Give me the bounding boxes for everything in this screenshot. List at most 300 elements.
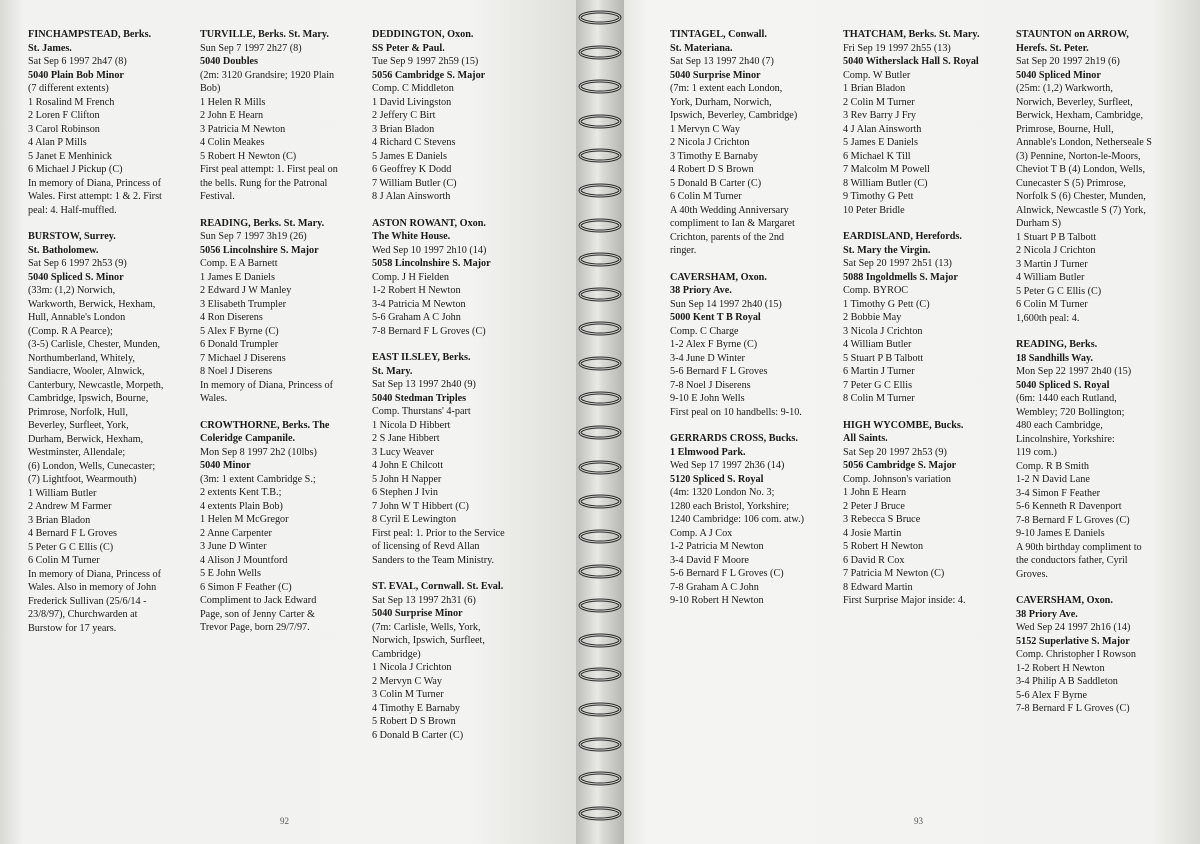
peal-detail-line: Hull, Annable's London <box>28 312 126 323</box>
peal-detail-line: 1-2 Robert H Newton <box>372 285 461 296</box>
peal-detail-line: 5 Robert H Newton <box>843 541 924 552</box>
peal-entry <box>372 217 552 339</box>
peal-detail-line: 3-4 Simon F Feather <box>1016 487 1101 499</box>
peal-detail-line: 3 Brian Bladon <box>372 123 435 135</box>
peal-date: Wed Sep 24 1997 2h16 (14) <box>1016 622 1131 633</box>
peal-detail-line: 6 Colin M Turner <box>670 191 742 202</box>
peal-detail-line: 2 Peter J Bruce <box>843 500 905 512</box>
peal-detail-line: 2 Loren F Clifton <box>28 110 100 121</box>
peal-detail-line: (3-5) Carlisle, Chester, Munden, <box>28 339 160 350</box>
peal-method: 5056 Cambridge S. Major <box>843 460 957 471</box>
peal-detail-line: Compliment to Jack Edward <box>200 595 317 606</box>
peal-heading: 38 Priory Ave. <box>670 285 732 296</box>
peal-method: 5000 Kent T B Royal <box>670 312 761 323</box>
peal-detail-line: A 40th Wedding Anniversary <box>670 204 789 216</box>
peal-detail-line: 2 Nicola J Crichton <box>1016 245 1096 256</box>
spiral-ring <box>578 218 622 233</box>
peal-detail-line: Norfolk S (6) Chester, Munden, <box>1016 191 1146 202</box>
peal-detail-line: Cheviot T B (4) London, Wells, <box>1016 164 1146 175</box>
peal-detail-line: 7-8 Graham A C John <box>670 581 759 593</box>
page-number-left: 92 <box>280 816 289 826</box>
peal-detail-line: Page, son of Jenny Carter & <box>200 608 315 620</box>
peal-heading: FINCHAMPSTEAD, Berks. <box>28 29 152 40</box>
peal-date: Sat Sep 20 1997 2h53 (9) <box>843 446 947 458</box>
spiral-ring <box>578 79 622 94</box>
peal-detail-line: 5 Robert D S Brown <box>372 716 456 727</box>
peal-heading: READING, Berks. <box>1016 339 1098 350</box>
peal-detail-line: 119 com.) <box>1016 447 1057 458</box>
peal-method: 5040 Surprise Minor <box>670 69 761 81</box>
right-column-3 <box>1016 28 1196 716</box>
peal-heading: DEDDINGTON, Oxon. <box>372 29 474 40</box>
peal-heading: STAUNTON on ARROW, <box>1016 29 1129 40</box>
peal-detail-line: 1 John E Hearn <box>843 487 907 498</box>
right-column-1 <box>670 28 840 608</box>
spiral-ring <box>578 356 622 371</box>
peal-entry <box>372 28 552 204</box>
peal-detail-line: 5 John H Napper <box>372 473 442 485</box>
peal-date: Wed Sep 10 1997 2h10 (14) <box>372 244 487 256</box>
peal-date: Tue Sep 9 1997 2h59 (15) <box>372 56 479 67</box>
peal-heading: GERRARDS CROSS, Bucks. <box>670 433 798 444</box>
peal-detail-line: First peal: 1. Prior to the Service <box>372 527 505 539</box>
peal-detail-line: Lincolnshire, Yorkshire: <box>1016 433 1115 445</box>
peal-detail-line: Norwich, Ipswich, Surfleet, <box>372 635 485 646</box>
peal-detail-line: 5 Peter G C Ellis (C) <box>28 541 114 553</box>
peal-detail-line: 6 Michael J Pickup (C) <box>28 164 123 175</box>
peal-detail-line: 5 Peter G C Ellis (C) <box>1016 285 1102 297</box>
peal-detail-line: 2 extents Kent T.B.; <box>200 487 282 498</box>
peal-detail-line: 1 William Butler <box>28 487 97 499</box>
spiral-ring <box>578 45 622 60</box>
peal-detail-line: 7-8 Bernard F L Groves (C) <box>1016 703 1130 714</box>
peal-detail-line: Norwich, Beverley, Surfleet, <box>1016 96 1133 108</box>
peal-detail-line: York, Durham, Norwich, <box>670 96 772 108</box>
peal-detail-line: compliment to Ian & Margaret <box>670 218 795 229</box>
peal-detail-line: 5-6 Bernard F L Groves (C) <box>670 568 784 579</box>
left-column-2 <box>200 28 370 635</box>
peal-detail-line: 8 Edward Martin <box>843 581 913 593</box>
peal-date: Sat Sep 20 1997 2h19 (6) <box>1016 56 1120 67</box>
spiral-ring <box>578 667 622 682</box>
peal-method: 5056 Lincolnshire S. Major <box>200 244 319 256</box>
peal-detail-line: Warkworth, Berwick, Hexham, <box>28 298 156 310</box>
peal-detail-line: 4 William Butler <box>843 339 912 350</box>
spiral-ring <box>578 287 622 302</box>
peal-date: Sun Sep 14 1997 2h40 (15) <box>670 298 782 310</box>
peal-detail-line: 6 Donald Trumpler <box>200 339 279 350</box>
peal-detail-line: 7-8 Noel J Diserens <box>670 379 751 391</box>
spiral-ring <box>578 633 622 648</box>
peal-detail-line: Ipswich, Beverley, Cambridge) <box>670 110 798 121</box>
peal-detail-line: Northumberland, Whitely, <box>28 352 135 364</box>
peal-detail-line: 3 Martin J Turner <box>1016 258 1088 270</box>
peal-detail-line: 3 Colin M Turner <box>372 689 444 700</box>
peal-entry <box>1016 28 1196 325</box>
peal-detail-line: Wales. <box>200 393 228 404</box>
peal-detail-line: 4 Timothy E Barnaby <box>372 702 461 714</box>
peal-detail-line: Frederick Sullivan (25/6/14 - <box>28 595 147 607</box>
peal-heading: CROWTHORNE, Berks. The <box>200 419 330 431</box>
peal-detail-line: 1 Helen M McGregor <box>200 514 289 525</box>
peal-date: Sat Sep 6 1997 2h53 (9) <box>28 258 127 269</box>
spiral-ring <box>578 564 622 579</box>
peal-detail-line: 2 Jeffery C Birt <box>372 110 436 121</box>
peal-detail-line: (4m: 1320 London No. 3; <box>670 487 775 498</box>
peal-detail-line: Groves. <box>1016 568 1048 580</box>
peal-detail-line: 2 Colin M Turner <box>843 96 915 108</box>
peal-detail-line: 7 Peter G C Ellis <box>843 379 913 391</box>
peal-date: Sun Sep 7 1997 2h27 (8) <box>200 42 302 54</box>
peal-entry <box>200 217 370 406</box>
peal-detail-line: (2m: 3120 Grandsire; 1920 Plain <box>200 69 335 81</box>
peal-detail-line: 3 Patricia M Newton <box>200 123 286 135</box>
peal-detail-line: 2 Nicola J Crichton <box>670 137 750 148</box>
peal-entry <box>200 28 370 204</box>
spiral-binding <box>576 0 624 844</box>
peal-detail-line: 1 Rosalind M French <box>28 96 115 108</box>
peal-detail-line: 3 Elisabeth Trumpler <box>200 298 287 310</box>
peal-date: Sat Sep 13 1997 2h40 (9) <box>372 379 476 390</box>
peal-heading: 38 Priory Ave. <box>1016 608 1078 620</box>
peal-method: 5040 Doubles <box>200 56 259 67</box>
peal-detail-line: Canterbury, Newcastle, Morpeth, <box>28 379 164 391</box>
peal-date: Fri Sep 19 1997 2h55 (13) <box>843 42 951 54</box>
peal-heading: All Saints. <box>843 433 888 444</box>
peal-detail-line: 6 Michael K Till <box>843 150 911 162</box>
peal-detail-line: ringer. <box>670 245 697 256</box>
peal-detail-line: First peal attempt: 1. First peal on <box>200 164 338 175</box>
peal-heading: 18 Sandhills Way. <box>1016 352 1094 364</box>
peal-heading: CAVERSHAM, Oxon. <box>670 271 767 283</box>
peal-detail-line: Comp. C Middleton <box>372 83 454 94</box>
peal-detail-line: 5-6 Bernard F L Groves <box>670 366 768 377</box>
left-column-1 <box>28 28 198 635</box>
peal-detail-line: 1 Timothy G Pett (C) <box>843 298 930 310</box>
peal-detail-line: 4 John E Chilcott <box>372 460 444 471</box>
peal-detail-line: 5 E John Wells <box>200 568 261 579</box>
page-number-right: 93 <box>914 816 923 826</box>
peal-detail-line: 6 Colin M Turner <box>28 555 100 566</box>
peal-detail-line: 4 Richard C Stevens <box>372 137 456 148</box>
peal-entry <box>372 580 552 742</box>
peal-detail-line: 3 Carol Robinson <box>28 123 100 135</box>
peal-detail-line: (25m: (1,2) Warkworth, <box>1016 83 1113 94</box>
peal-method: 5040 Spliced S. Minor <box>28 271 124 283</box>
peal-method: 5040 Minor <box>200 460 251 471</box>
peal-entry <box>200 419 370 635</box>
peal-heading: ST. EVAL, Cornwall. St. Eval. <box>372 581 504 592</box>
peal-detail-line: Trevor Page, born 29/7/97. <box>200 622 310 633</box>
right-page <box>600 0 1200 844</box>
peal-detail-line: 3-4 June D Winter <box>670 352 745 364</box>
peal-detail-line: Cambridge, Ipswich, Bourne, <box>28 393 149 404</box>
peal-detail-line: 2 Edward J W Manley <box>200 285 292 296</box>
peal-detail-line: Burstow for 17 years. <box>28 622 117 634</box>
peal-entry <box>372 351 552 567</box>
peal-detail-line: 6 David R Cox <box>843 554 905 566</box>
peal-detail-line: Comp. J H Fielden <box>372 271 449 283</box>
spiral-ring <box>578 425 622 440</box>
peal-heading: St. Batholomew. <box>28 244 99 256</box>
peal-detail-line: 6 Colin M Turner <box>1016 299 1088 310</box>
peal-detail-line: 8 Noel J Diserens <box>200 366 273 377</box>
peal-detail-line: Wales. First attempt: 1 & 2. First <box>28 191 162 202</box>
peal-detail-line: (7m: Carlisle, Wells, York, <box>372 621 481 633</box>
spiral-ring <box>578 252 622 267</box>
peal-detail-line: 10 Peter Bridle <box>843 204 905 216</box>
peal-detail-line: (6m: 1440 each Rutland, <box>1016 393 1117 404</box>
peal-heading: HIGH WYCOMBE, Bucks. <box>843 419 964 431</box>
peal-entry <box>1016 338 1196 581</box>
peal-detail-line: 1 Mervyn C Way <box>670 123 741 135</box>
spiral-ring <box>578 806 622 821</box>
peal-entry <box>670 271 840 420</box>
peal-detail-line: 7 John W T Hibbert (C) <box>372 500 469 512</box>
peal-method: 5152 Superlative S. Major <box>1016 635 1130 647</box>
spiral-ring <box>578 10 622 25</box>
peal-method: 5120 Spliced S. Royal <box>670 473 764 485</box>
peal-detail-line: 5 Alex F Byrne (C) <box>200 325 279 337</box>
peal-detail-line: 7 Patricia M Newton (C) <box>843 568 945 579</box>
peal-detail-line: 1 Brian Bladon <box>843 83 906 94</box>
peal-detail-line: Comp. A J Cox <box>670 527 733 539</box>
spiral-ring <box>578 391 622 406</box>
peal-detail-line: Wembley; 720 Bollington; <box>1016 406 1125 418</box>
peal-heading: St. James. <box>28 42 72 54</box>
peal-detail-line: 1-2 Patricia M Newton <box>670 541 764 552</box>
peal-entry <box>28 28 198 217</box>
spiral-ring <box>578 321 622 336</box>
peal-detail-line: Annable's London, Netherseale S <box>1016 137 1152 148</box>
peal-date: Mon Sep 8 1997 2h2 (10lbs) <box>200 446 317 458</box>
peal-detail-line: the conductors father, Cyril <box>1016 555 1128 566</box>
right-column-2 <box>843 28 1015 608</box>
peal-detail-line: (33m: (1,2) Norwich, <box>28 285 116 296</box>
peal-method: 5040 Plain Bob Minor <box>28 69 124 81</box>
peal-entry <box>28 230 198 635</box>
peal-date: Sun Sep 7 1997 3h19 (26) <box>200 231 307 242</box>
peal-detail-line: 8 J Alan Ainsworth <box>372 191 451 202</box>
peal-detail-line: 7 Michael J Diserens <box>200 352 286 364</box>
peal-detail-line: Durham S) <box>1016 218 1061 229</box>
peal-heading: Herefs. St. Peter. <box>1016 42 1089 54</box>
peal-detail-line: 5 Robert H Newton (C) <box>200 150 297 162</box>
peal-detail-line: (3m: 1 extent Cambridge S.; <box>200 473 316 485</box>
peal-detail-line: 4 Josie Martin <box>843 527 902 539</box>
peal-detail-line: of licensing of Revd Allan <box>372 541 480 552</box>
peal-heading: BURSTOW, Surrey. <box>28 231 116 242</box>
peal-detail-line: 7 William Butler (C) <box>372 177 457 189</box>
peal-detail-line: 5-6 Alex F Byrne <box>1016 689 1088 701</box>
peal-detail-line: Beverley, Surfleet, York, <box>28 420 129 431</box>
peal-detail-line: 8 William Butler (C) <box>843 177 928 189</box>
peal-detail-line: 8 Cyril E Lewington <box>372 514 457 525</box>
peal-detail-line: In memory of Diana, Princess of <box>200 379 333 391</box>
peal-method: 5040 Witherslack Hall S. Royal <box>843 56 979 67</box>
peal-detail-line: 2 Andrew M Farmer <box>28 501 112 512</box>
peal-entry <box>1016 594 1196 716</box>
peal-detail-line: Berwick, Hexham, Cambridge, <box>1016 110 1144 121</box>
peal-detail-line: (7m: 1 extent each London, <box>670 83 783 94</box>
peal-heading: CAVERSHAM, Oxon. <box>1016 595 1113 606</box>
peal-detail-line: (7 different extents) <box>28 83 109 94</box>
spiral-ring <box>578 529 622 544</box>
left-page <box>0 0 588 844</box>
spiral-ring <box>578 598 622 613</box>
peal-detail-line: 9 Timothy G Pett <box>843 191 914 202</box>
peal-entry <box>670 432 840 608</box>
peal-heading: READING, Berks. St. Mary. <box>200 217 325 229</box>
peal-date: Sat Sep 20 1997 2h51 (13) <box>843 258 952 269</box>
peal-detail-line: Primrose, Norfolk, Hull, <box>28 406 128 418</box>
peal-detail-line: Comp. C Charge <box>670 325 739 337</box>
peal-entry <box>843 28 1015 217</box>
peal-detail-line: Comp. R B Smith <box>1016 460 1090 472</box>
peal-detail-line: the bells. Rung for the Patronal <box>200 177 328 189</box>
peal-detail-line: 9-10 Robert H Newton <box>670 595 764 606</box>
spiral-ring <box>578 771 622 786</box>
peal-detail-line: Comp. Thurstans' 4-part <box>372 406 471 417</box>
peal-detail-line: 4 Alan P Mills <box>28 137 87 148</box>
peal-detail-line: Westminster, Allendale; <box>28 447 126 458</box>
peal-detail-line: 4 J Alan Ainsworth <box>843 123 922 135</box>
peal-detail-line: Bob) <box>200 83 221 94</box>
peal-detail-line: Cambridge) <box>372 648 421 660</box>
peal-detail-line: 2 Anne Carpenter <box>200 527 272 539</box>
spiral-ring <box>578 460 622 475</box>
peal-detail-line: 480 each Cambridge, <box>1016 420 1103 431</box>
peal-detail-line: Comp. E A Barnett <box>200 258 278 269</box>
peal-date: Wed Sep 17 1997 2h36 (14) <box>670 460 785 471</box>
peal-detail-line: (Comp. R A Pearce); <box>28 325 113 337</box>
peal-detail-line: 4 Ron Diserens <box>200 312 263 323</box>
peal-detail-line: 6 Geoffrey K Dodd <box>372 164 452 175</box>
peal-detail-line: 4 Bernard F L Groves <box>28 528 118 539</box>
peal-detail-line: Wales. Also in memory of John <box>28 582 157 593</box>
peal-detail-line: 1-2 N David Lane <box>1016 474 1090 485</box>
peal-detail-line: 3 Rebecca S Bruce <box>843 514 921 525</box>
peal-detail-line: 1-2 Alex F Byrne (C) <box>670 339 758 350</box>
peal-detail-line: Sandiacre, Wooler, Alnwick, <box>28 366 145 377</box>
peal-detail-line: 4 Alison J Mountford <box>200 554 288 566</box>
peal-detail-line: 5 Stuart P B Talbott <box>843 352 924 364</box>
peal-detail-line: In memory of Diana, Princess of <box>28 568 161 580</box>
peal-detail-line: First peal on 10 handbells: 9-10. <box>670 406 802 418</box>
peal-detail-line: 6 Donald B Carter (C) <box>372 729 464 741</box>
peal-detail-line: 1280 each Bristol, Yorkshire; <box>670 500 790 512</box>
peal-method: 5088 Ingoldmells S. Major <box>843 271 958 283</box>
peal-detail-line: 2 John E Hearn <box>200 110 264 121</box>
peal-detail-line: 23/8/97), Churchwarden at <box>28 609 138 620</box>
peal-detail-line: (3) Pennine, Norton-le-Moors, <box>1016 150 1141 162</box>
peal-detail-line: Sanders to the Team Ministry. <box>372 554 495 566</box>
peal-heading: ASTON ROWANT, Oxon. <box>372 217 486 229</box>
spiral-ring <box>578 183 622 198</box>
peal-detail-line: 1 Nicola D Hibbert <box>372 419 451 431</box>
left-column-3 <box>372 28 552 742</box>
peal-detail-line: 1 David Livingston <box>372 96 452 108</box>
peal-entry <box>670 28 840 258</box>
peal-detail-line: 9-10 James E Daniels <box>1016 528 1105 539</box>
peal-heading: St. Mary the Virgin. <box>843 244 931 256</box>
peal-detail-line: 3 Nicola J Crichton <box>843 325 923 337</box>
peal-method: 5040 Spliced S. Royal <box>1016 379 1110 391</box>
peal-detail-line: 5 James E Daniels <box>372 150 447 162</box>
peal-heading: SS Peter & Paul. <box>372 42 445 54</box>
peal-detail-line: 5 James E Daniels <box>843 137 918 148</box>
peal-detail-line: In memory of Diana, Princess of <box>28 177 161 189</box>
peal-detail-line: 6 Martin J Turner <box>843 366 915 377</box>
peal-detail-line: peal: 4. Half-muffled. <box>28 204 117 216</box>
peal-heading: TINTAGEL, Conwall. <box>670 29 767 40</box>
peal-detail-line: 5-6 Graham A C John <box>372 312 461 323</box>
peal-detail-line: Comp. Johnson's variation <box>843 473 951 485</box>
peal-detail-line: 3-4 Philip A B Saddleton <box>1016 676 1118 687</box>
peal-detail-line: 7 Malcolm M Powell <box>843 164 930 175</box>
peal-detail-line: 3 June D Winter <box>200 541 267 552</box>
peal-detail-line: Durham, Berwick, Hexham, <box>28 433 144 445</box>
peal-detail-line: 1-2 Robert H Newton <box>1016 662 1105 674</box>
peal-detail-line: 4 extents Plain Bob) <box>200 500 283 512</box>
peal-detail-line: Comp. W Butler <box>843 69 911 81</box>
peal-detail-line: 1240 Cambridge: 106 com. atw.) <box>670 514 805 525</box>
peal-detail-line: Festival. <box>200 191 235 202</box>
peal-method: 5040 Spliced Minor <box>1016 69 1101 81</box>
spiral-ring <box>578 148 622 163</box>
peal-detail-line: A 90th birthday compliment to <box>1016 541 1142 553</box>
peal-detail-line: 4 William Butler <box>1016 272 1085 283</box>
peal-detail-line: 3 Rev Barry J Fry <box>843 110 917 121</box>
peal-method: 5040 Stedman Triples <box>372 392 467 404</box>
spiral-ring <box>578 494 622 509</box>
spiral-ring <box>578 702 622 717</box>
peal-entry <box>843 230 1015 406</box>
peal-detail-line: 2 Bobbie May <box>843 312 902 323</box>
peal-detail-line: 8 Colin M Turner <box>843 393 915 404</box>
peal-heading: The White House. <box>372 231 451 242</box>
peal-detail-line: 5 Donald B Carter (C) <box>670 177 762 189</box>
peal-detail-line: 2 Mervyn C Way <box>372 675 443 687</box>
peal-detail-line: 4 Robert D S Brown <box>670 164 754 175</box>
peal-detail-line: First Surprise Major inside: 4. <box>843 595 966 606</box>
peal-heading: EARDISLAND, Herefords. <box>843 231 962 242</box>
peal-detail-line: (7) Lightfoot, Wearmouth) <box>28 474 137 485</box>
peal-detail-line: 6 Simon F Feather (C) <box>200 581 292 593</box>
peal-date: Sat Sep 6 1997 2h47 (8) <box>28 56 127 67</box>
peal-detail-line: 9-10 E John Wells <box>670 393 745 404</box>
peal-date: Sat Sep 13 1997 2h40 (7) <box>670 56 774 67</box>
peal-heading: TURVILLE, Berks. St. Mary. <box>200 29 329 40</box>
peal-detail-line: Comp. BYROC <box>843 285 909 296</box>
peal-method: 5040 Surprise Minor <box>372 608 463 619</box>
peal-detail-line: Cunecaster S (5) Primrose, <box>1016 177 1126 189</box>
peal-entry <box>843 419 1015 608</box>
peal-method: 5056 Cambridge S. Major <box>372 69 486 81</box>
peal-detail-line: 3 Lucy Weaver <box>372 446 434 458</box>
peal-detail-line: 4 Colin Meakes <box>200 137 265 148</box>
spiral-ring <box>578 114 622 129</box>
peal-heading: St. Materiana. <box>670 42 733 54</box>
peal-heading: 1 Elmwood Park. <box>670 446 746 458</box>
peal-detail-line: 1 James E Daniels <box>200 271 275 283</box>
peal-detail-line: 1 Nicola J Crichton <box>372 662 452 673</box>
peal-detail-line: Crichton, parents of the 2nd <box>670 231 785 243</box>
spiral-ring <box>578 737 622 752</box>
peal-detail-line: Comp. Christopher I Rowson <box>1016 649 1136 660</box>
peal-detail-line: 6 Stephen J Ivin <box>372 487 438 498</box>
peal-detail-line: Alnwick, Newcastle S (7) York, <box>1016 204 1146 216</box>
